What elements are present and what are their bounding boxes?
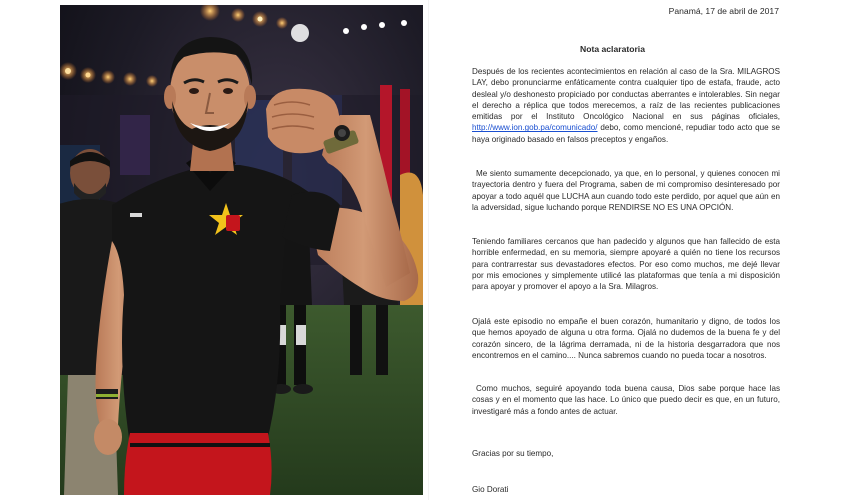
letter-signature: Gio Dorati	[472, 485, 509, 494]
photo-illustration	[60, 5, 423, 495]
letter-paragraph-1	[472, 66, 780, 145]
letter-date: Panamá, 17 de abril de 2017	[668, 6, 779, 16]
paragraph-1-tail: debo, como mencioné, repudiar todo acto que se haya originado basado en falsos preceptos y engaños.	[472, 123, 780, 144]
photo-panel	[60, 5, 423, 495]
paragraph-1-text: Después de los recientes acontecimientos en relación al caso de la Sra. MILAGROS LAY, debo pronunciarme enfáticamente contra cualquier tipo de estafa, fraude, acto desleal y/o deshonesto propiciado por conductas aberrantes e intolerables. Sin negar el derecho a réplica que todos merecemos, a raíz de las recientes publicaciones emitidas por el Instituto Oncológico Nacional en sus páginas oficiales,	[472, 67, 780, 122]
ion-link[interactable]: http://www.ion.gob.pa/comunicado/	[472, 123, 598, 133]
paragraph-4-text: Ojalá este episodio no empañe el buen corazón, humanitario y digno, de todos los que hemos apoyado de alguna u otra forma. Ojalá no dudemos de la buena fe y del corazón sincero, de la lágrima derramada, ni de la historia desgarradora que nos encontremos en el camino.... Nunca sabremos cuando no pueda tocar a nosotros.	[472, 317, 780, 360]
letter-paragraph-4	[472, 316, 780, 361]
paragraph-3-text: Teniendo familiares cercanos que han padecido y algunos que han fallecido de esta horrible enfermedad, en su memoria, siempre apoyaré a quién no tiene los recursos para contrarrestar sus devastadores efectos. Por eso como muchos, me dejé llevar por mis emociones y simplemente utilicé las plataformas que tenía a mi disposición para apoyar y promover el apoyo a la Sra. Milagros.	[472, 237, 780, 292]
letter-panel	[430, 0, 795, 500]
letter-title: Nota aclaratoria	[580, 44, 645, 54]
letter-closing: Gracias por su tiempo,	[472, 449, 554, 458]
letter-paragraph-3	[472, 236, 780, 292]
letter-paragraph-5	[472, 383, 780, 417]
paragraph-2-text: Me siento sumamente decepcionado, ya que, en lo personal, y quienes conocen mi trayectoria dentro y fuera del Programa, saben de mi compromiso desinteresado por apoyar a todo aquél que LUCHA aun cuando todo este perdido, por aquel que aún en la adversidad, sigue luchando porque RENDIRSE NO ES UNA OPCIÓN.	[472, 169, 780, 212]
panel-divider	[428, 0, 429, 500]
letter-paragraph-2	[472, 168, 780, 213]
paragraph-5-text: Como muchos, seguiré apoyando toda buena causa, Dios sabe porque hace las cosas y en el momento que las hace. Lo único que puedo decir es que, en un futuro, investigaré más a fondo antes de actuar.	[472, 384, 780, 416]
